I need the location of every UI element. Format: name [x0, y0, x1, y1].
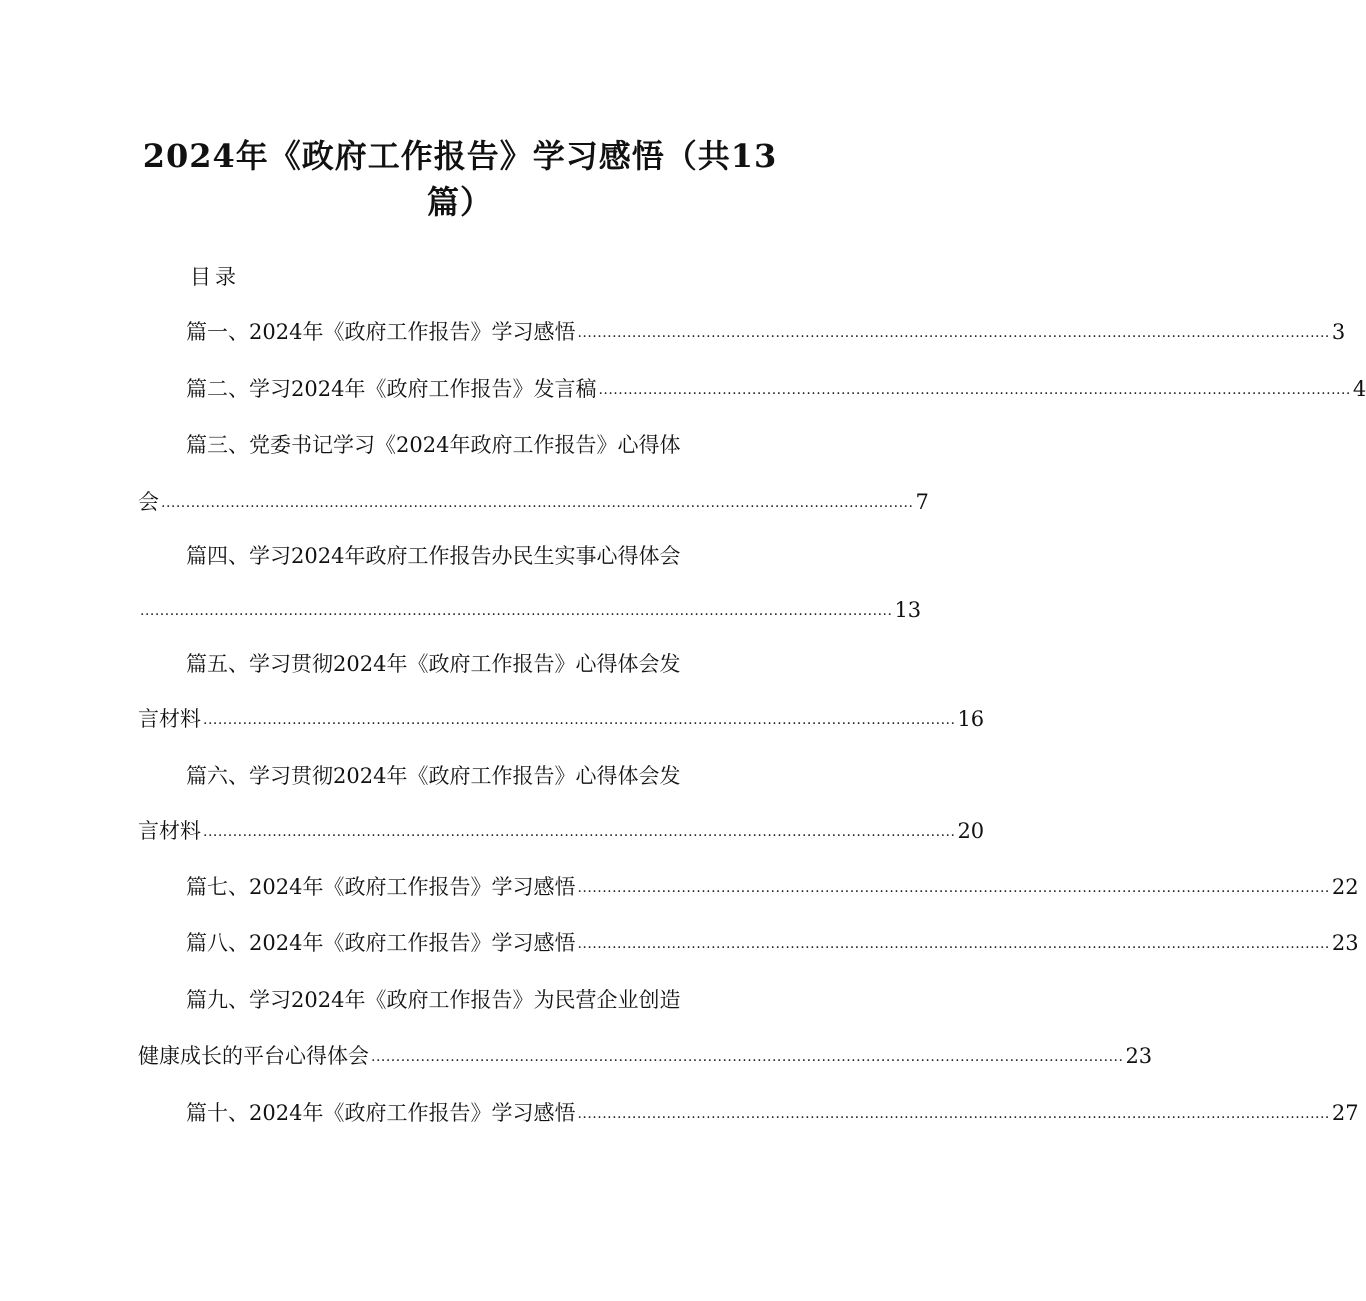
dot-leader: ........................................................................................................................................................ [161, 495, 914, 511]
toc-entry-title: 篇一、2024年《政府工作报告》学习感悟 [186, 320, 576, 344]
toc-entry-title: 篇八、2024年《政府工作报告》学习感悟 [186, 931, 576, 955]
toc-entry-page: 23 [1125, 1044, 1153, 1068]
toc-entry-title-continuation: 健康成长的平台心得体会 [138, 1044, 369, 1068]
dot-leader: ........................................................................................................................................................ [577, 325, 1330, 341]
toc-entry-page: 20 [957, 819, 985, 843]
toc-entry-title: 篇十、2024年《政府工作报告》学习感悟 [186, 1101, 576, 1125]
toc-entry-page: 4 [1352, 377, 1366, 401]
document-title-line1: 2024年《政府工作报告》学习感悟（共13 [142, 137, 778, 175]
toc-entry-5[interactable]: 篇五、学习贯彻2024年《政府工作报告》心得体会发 [186, 652, 681, 676]
toc-entry-title: 篇二、学习2024年《政府工作报告》发言稿 [186, 377, 597, 401]
toc-entry-page: 16 [957, 707, 985, 731]
toc-entry-5-continuation[interactable] [138, 703, 985, 735]
toc-entry-title-continuation: 言材料 [138, 707, 201, 731]
toc-entry-4[interactable]: 篇四、学习2024年政府工作报告办民生实事心得体会 [186, 544, 681, 568]
toc-entry-title: 篇七、2024年《政府工作报告》学习感悟 [186, 875, 576, 899]
toc-entry-2[interactable] [186, 373, 1366, 405]
toc-entry-page: 7 [915, 490, 929, 514]
toc-entry-page: 3 [1331, 320, 1346, 344]
toc-entry-10[interactable] [186, 1097, 1359, 1129]
toc-entry-9[interactable]: 篇九、学习2024年《政府工作报告》为民营企业创造 [186, 988, 681, 1012]
toc-entry-7[interactable] [186, 871, 1359, 903]
toc-entry-title-continuation: 言材料 [138, 819, 201, 843]
toc-entry-page: 22 [1331, 875, 1359, 899]
toc-entry-8[interactable] [186, 927, 1359, 959]
dot-leader: ........................................................................................................................................................ [140, 603, 893, 619]
document-title-line2: 篇） [426, 183, 493, 221]
dot-leader: ........................................................................................................................................................ [203, 712, 956, 728]
toc-entry-page: 27 [1331, 1101, 1359, 1125]
dot-leader: ........................................................................................................................................................ [598, 382, 1351, 398]
toc-entry-title-continuation: 会 [138, 490, 159, 514]
toc-entry-3-continuation[interactable] [138, 486, 929, 518]
dot-leader: ........................................................................................................................................................ [577, 880, 1330, 896]
toc-entry-page: 23 [1331, 931, 1359, 955]
dot-leader: ........................................................................................................................................................ [203, 824, 956, 840]
dot-leader: ........................................................................................................................................................ [577, 936, 1330, 952]
toc-entry-3[interactable]: 篇三、党委书记学习《2024年政府工作报告》心得体 [186, 433, 681, 457]
toc-entry-6-continuation[interactable] [138, 815, 985, 847]
dot-leader: ........................................................................................................................................................ [577, 1106, 1330, 1122]
toc-entry-4-continuation[interactable] [138, 594, 922, 626]
toc-entry-page: 13 [894, 598, 922, 622]
toc-heading: 目录 [190, 265, 240, 289]
toc-entry-1[interactable] [186, 316, 1346, 348]
dot-leader: ........................................................................................................................................................ [371, 1049, 1124, 1065]
toc-entry-9-continuation[interactable] [138, 1040, 1153, 1072]
toc-entry-6[interactable]: 篇六、学习贯彻2024年《政府工作报告》心得体会发 [186, 764, 681, 788]
